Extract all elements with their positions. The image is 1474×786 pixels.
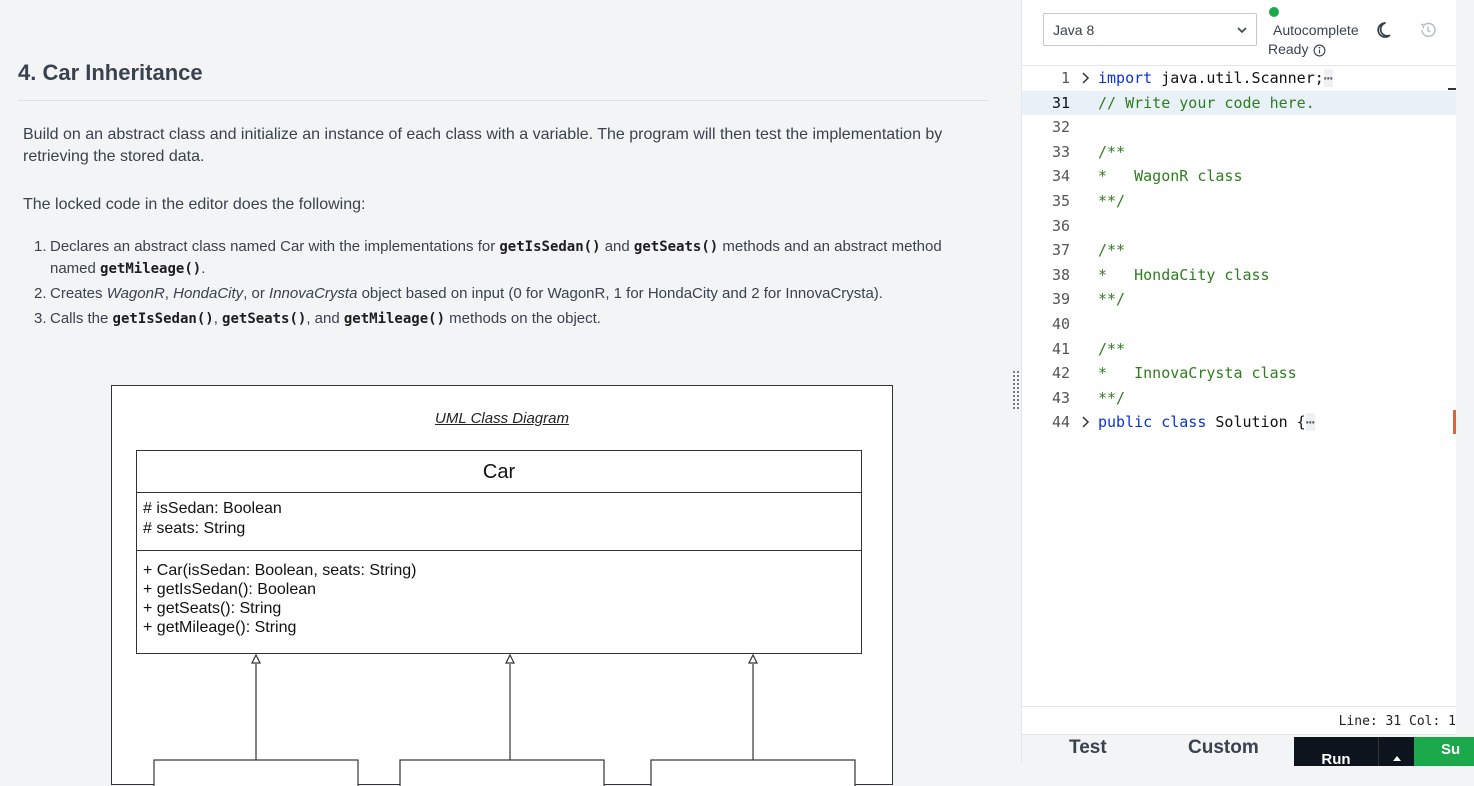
expand-console-button[interactable] [1378, 737, 1414, 766]
code-line[interactable] [1022, 214, 1456, 238]
code-editor[interactable] [1022, 66, 1456, 706]
code-line[interactable] [1022, 386, 1456, 410]
problem-description: Build on an abstract class and initialize an instance of each class with a variable. The program will then test the implementation by retrieving the stored data. [23, 126, 943, 165]
cursor-position: Line: 31 Col: 1 [1338, 714, 1456, 729]
inheritance-arrowhead [506, 655, 514, 663]
code-line[interactable] [1022, 312, 1456, 336]
language-value: Java 8 [1053, 22, 1095, 38]
code-line[interactable] [1022, 410, 1456, 434]
fold-chevron-icon[interactable] [1080, 72, 1092, 84]
line-number: 38 [1051, 265, 1070, 284]
tab-custom[interactable]: Custom [1188, 737, 1259, 758]
code-line[interactable] [1022, 238, 1456, 262]
code-line[interactable] [1022, 361, 1456, 385]
line-number: 37 [1051, 241, 1070, 260]
uml-method: + getMileage(): String [143, 619, 297, 636]
steps-list [34, 236, 970, 333]
line-number: 42 [1051, 364, 1070, 383]
code-text: public class Solution {⋯ [1098, 413, 1315, 432]
line-number: 43 [1051, 388, 1070, 407]
editor-statusbar [1022, 706, 1456, 734]
uml-method: + Car(isSedan: Boolean, seats: String) [143, 562, 417, 579]
submit-button-label: Su [1441, 741, 1461, 758]
autocomplete-toggle[interactable]: Autocomplete [1273, 22, 1359, 38]
run-button-label: Run [1321, 751, 1351, 768]
code-text: **/ [1098, 290, 1126, 309]
status-dot [1269, 7, 1279, 17]
line-number: 35 [1051, 192, 1070, 210]
fold-ellipsis: ⋯ [1305, 413, 1315, 432]
editor-toolbar [1022, 0, 1456, 66]
history-icon[interactable] [1418, 20, 1438, 40]
code-line[interactable] [1022, 91, 1456, 115]
code-line[interactable] [1022, 287, 1456, 311]
code-text: /** [1098, 142, 1126, 161]
uml-inheritance-arrows [112, 386, 894, 786]
code-line[interactable] [1022, 164, 1456, 188]
code-line[interactable] [1022, 337, 1456, 361]
code-text: * InnovaCrysta class [1098, 364, 1297, 383]
run-button[interactable] [1294, 737, 1378, 766]
code-line[interactable] [1022, 263, 1456, 287]
uml-diagram [111, 385, 893, 785]
line-number: 34 [1051, 167, 1070, 186]
dark-mode-moon-icon[interactable] [1376, 20, 1396, 40]
console-bar [1022, 734, 1461, 768]
scrollbar-marker [1448, 88, 1456, 90]
code-text: * HondaCity class [1098, 265, 1270, 284]
status-ready-label: Ready [1268, 41, 1309, 57]
uml-attribute: # seats: String [143, 520, 246, 537]
editor-pane [1022, 0, 1461, 768]
inheritance-arrowhead [252, 655, 260, 663]
code-line[interactable] [1022, 115, 1456, 139]
code-line[interactable] [1022, 66, 1456, 90]
info-icon[interactable] [1313, 44, 1326, 57]
uml-class-wagonr [154, 760, 358, 786]
code-text: * WagonR class [1098, 167, 1243, 186]
tab-test[interactable]: Test [1069, 737, 1107, 758]
uml-class-hondacity [400, 760, 604, 786]
list-item: 1. Declares an abstract class named Car with the implementations for getIsSedan() and getSeats() methods and an abstract method named getMileage(). [34, 238, 942, 277]
uml-method: + getSeats(): String [143, 600, 282, 617]
line-number: 39 [1051, 290, 1070, 309]
line-number: 1 [1060, 69, 1070, 87]
uml-method: + getIsSedan(): Boolean [143, 581, 317, 598]
code-text: /** [1098, 241, 1126, 260]
uml-attribute: # isSedan: Boolean [143, 500, 282, 517]
line-number: 33 [1051, 142, 1070, 161]
fold-chevron-icon[interactable] [1080, 416, 1092, 428]
scrollbar-marker [1453, 410, 1456, 434]
list-item: 3. Calls the getIsSedan(), getSeats(), and getMileage() methods on the object. [34, 310, 601, 327]
uml-class-innovacrysta [651, 760, 855, 786]
inheritance-arrowhead [749, 655, 757, 663]
submit-button[interactable] [1414, 737, 1474, 766]
code-text: // Write your code here. [1098, 93, 1315, 112]
code-line[interactable] [1022, 140, 1456, 164]
line-number: 32 [1051, 118, 1070, 137]
uml-title: UML Class Diagram [435, 410, 569, 427]
splitter-grip-icon[interactable] [1012, 370, 1020, 410]
code-text: import java.util.Scanner;⋯ [1098, 69, 1333, 87]
code-text: /** [1098, 339, 1126, 358]
uml-class-name: Car [137, 451, 861, 493]
problem-title: 4. Car Inheritance [18, 60, 203, 85]
caret-up-icon [1392, 754, 1402, 762]
line-number: 40 [1051, 315, 1070, 333]
code-text: **/ [1098, 388, 1126, 407]
line-number: 36 [1051, 216, 1070, 235]
line-number: 44 [1051, 413, 1070, 432]
code-text: **/ [1098, 192, 1126, 210]
line-number: 31 [1051, 93, 1070, 112]
line-number: 41 [1051, 339, 1070, 358]
chevron-down-icon [1236, 24, 1248, 36]
language-select[interactable] [1043, 13, 1257, 46]
code-line[interactable] [1022, 189, 1456, 213]
fold-ellipsis: ⋯ [1323, 69, 1333, 87]
title-divider [18, 100, 988, 101]
locked-code-intro: The locked code in the editor does the following: [23, 196, 366, 213]
list-item: 2. Creates WagonR, HondaCity, or InnovaCrysta object based on input (0 for WagonR, 1 for HondaCity and 2 for InnovaCrysta). [34, 285, 883, 302]
